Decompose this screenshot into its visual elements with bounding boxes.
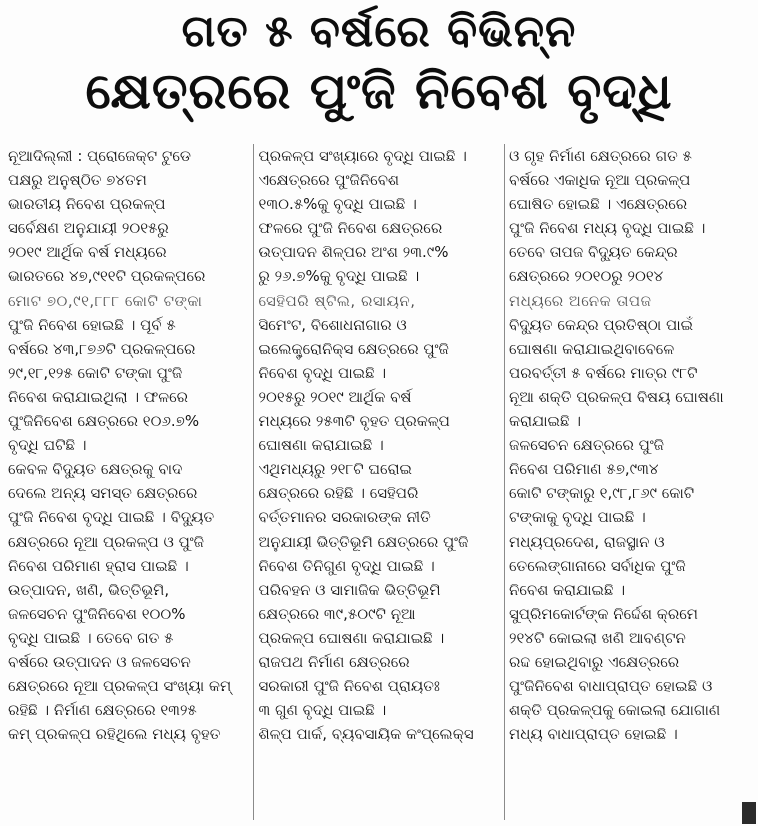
article-text-line: ଶିଳ୍ପ ପାର୍କ, ବ୍ୟବସାୟିକ କଂପ୍ଲେକ୍ସ xyxy=(258,725,474,744)
article-text-line: ୨୯,୧୮,୧୨୫ କୋଟି ଟଙ୍କା ପୁଂଜି xyxy=(8,363,183,382)
article-text-line: ପୁଂଜିନିବେଶ କ୍ଷେତ୍ରରେ ୧୦୬.୭% xyxy=(8,412,200,431)
article-text-line: ପ୍ରକଳ୍ପ ଘୋଷଣା କରାଯାଇଛି । xyxy=(258,628,445,647)
article-text-line: କ୍ଷେତ୍ରରେ ୩୯,୫୦୯ଟି ନୂଆ xyxy=(258,604,416,623)
article-text-line: ରଦ୍ଦ ହୋଇଥିବାରୁ ଏକ୍ଷେତ୍ରରେ xyxy=(509,652,680,671)
headline-line-2: କ୍ଷେତ୍ରରେ ପୁଂଜି ନିବେଶ ବୃଦ୍ଧି xyxy=(85,62,673,120)
article-text-line: ଫଳରେ ପୁଂଜି ନିବେଶ କ୍ଷେତ୍ରରେ xyxy=(258,219,443,238)
article-text-line: ସର୍ବେକ୍ଷଣ ଅନୁଯାୟୀ ୨୦୧୫ରୁ xyxy=(8,219,169,238)
article-text-line: ଉତ୍ପାଦନ ଶିଳ୍ପର ଅଂଶ ୨୩.୯% xyxy=(258,243,449,262)
article-text-line: କ୍ଷେତ୍ରରେ ନୂଆ ପ୍ରକଳ୍ପ ସଂଖ୍ୟା କମ୍ xyxy=(8,677,232,696)
article-text-line: ଘୋଷଣା କରାଯାଇଥିବାବେଳେ xyxy=(509,339,675,358)
article-text-line: ବିଦ୍ୟୁତ କେନ୍ଦ୍ର ପ୍ରତିଷ୍ଠା ପାଇଁ xyxy=(509,315,694,334)
page-edge-mark xyxy=(742,802,756,824)
article-column-1 xyxy=(8,144,249,820)
headline xyxy=(0,4,758,122)
article-text-line: ନୂଆଦିଲ୍ଲୀ : ପ୍ରୋଜେକ୍ଟ ଟୁଡେ xyxy=(8,147,191,165)
article-text-line: କରାଯାଇଛି । xyxy=(509,412,582,431)
article-text-line: ଭାରତରେ ୪୭,୯୧୧ଟି ପ୍ରକଳ୍ପରେ xyxy=(8,267,206,286)
article-text-line: ସିମେଂଟ, ବିଶୋଧନାଗାର ଓ xyxy=(258,315,407,334)
article-text-line: ଭାରତୀୟ ନିବେଶ ପ୍ରକଳ୍ପ xyxy=(8,195,166,214)
article-text-line: କୋଟି ଟଙ୍କାରୁ ୧,୯୮,୮୬୯ କୋଟି xyxy=(509,484,695,503)
article-text-line: ପରବର୍ତ୍ତୀ ୫ ବର୍ଷରେ ମାତ୍ର ୯୮ଟି xyxy=(509,363,698,382)
article-text-line: ମୋଟ ୭୦,୯୧,୮୮୮ କୋଟି ଟଙ୍କା xyxy=(8,291,203,310)
article-text-line: ନିବେଶ ପରିମାଣ ୫୭,୯୩୪ xyxy=(509,460,659,479)
article-text-line: ବର୍ଷରେ ଏକାଧିକ ନୂଆ ପ୍ରକଳ୍ପ xyxy=(509,171,691,190)
article-text-line: ୨୧୪ଟି କୋଇଲା ଖଣି ଆବଣ୍ଟନ xyxy=(509,628,686,647)
article-text-line: ଘୋଷିତ ହୋଇଛି । ଏକ୍ଷେତ୍ରରେ xyxy=(509,195,688,214)
article-text-line: ୩ ଗୁଣ ବୃଦ୍ଧି ପାଇଛି । xyxy=(258,701,387,720)
article-text-line: ବର୍ଷରେ ୪୩,୮୭୬ଟି ପ୍ରକଳ୍ପରେ xyxy=(8,339,196,358)
article-text-line: ନୂଆ ଶକ୍ତି ପ୍ରକଳ୍ପ ବିଷୟ ଘୋଷଣା xyxy=(509,387,724,406)
column-divider xyxy=(253,144,254,820)
article-text-line: ଅନୁଯାୟୀ ଭିତ୍ତିଭୂମି କ୍ଷେତ୍ରରେ ପୁଂଜି xyxy=(258,532,469,551)
headline-line-1: ଗତ ୫ ବର୍ଷରେ ବିଭିନ୍ନ xyxy=(181,6,577,57)
article-text-line: ଟଙ୍କାକୁ ବୃଦ୍ଧି ପାଇଛି । xyxy=(509,508,646,527)
article-text-line: ପୁଂଜିନିବେଶ ବାଧାପ୍ରାପ୍ତ ହୋଇଛି ଓ xyxy=(509,677,713,696)
article-text-line: ନିବେଶ ପରିମାଣ ହ୍ରାସ ପାଇଛି । xyxy=(8,556,189,575)
article-text-line: ପକ୍ଷରୁ ଅନୁଷ୍ଠିତ ୭୪ତମ xyxy=(8,171,147,190)
article-text-line: ତେବେ ତାପଜ ବିଦ୍ୟୁତ କେନ୍ଦ୍ର xyxy=(509,243,678,262)
article-text-line: ନିବେଶ ତିନିଗୁଣ ବୃଦ୍ଧି ପାଇଛି । xyxy=(258,556,435,575)
article-column-3 xyxy=(509,144,750,820)
column-divider xyxy=(504,144,505,820)
article-text-line: ସୁପ୍ରିମକୋର୍ଟଙ୍କ ନିର୍ଦ୍ଦେଶ କ୍ରମେ xyxy=(509,604,698,623)
article-text-line: ଓ ଗୃହ ନିର୍ମାଣ କ୍ଷେତ୍ରରେ ଗତ ୫ xyxy=(509,147,692,165)
article-text-line: ପୁଂଜି ନିବେଶ ମଧ୍ୟ ବୃଦ୍ଧି ପାଇଛି । xyxy=(509,219,706,238)
article-text-line: ବୃଦ୍ଧି ପାଇଛି । ତେବେ ଗତ ୫ xyxy=(8,628,174,647)
article-text-line: କମ୍ ପ୍ରକଳ୍ପ ରହିଥିଲେ ମଧ୍ୟ ବୃହତ xyxy=(8,725,221,744)
article-text-line: ମଧ୍ୟପ୍ରଦେଶ, ରାଜସ୍ଥାନ ଓ xyxy=(509,532,665,551)
article-text-line: ୨୦୧୫ରୁ ୨୦୧୯ ଆର୍ଥିକ ବର୍ଷ xyxy=(258,387,412,406)
article-text-line: ପୁଂଜି ନିବେଶ ହୋଇଛି । ପୂର୍ବ ୫ xyxy=(8,315,176,334)
article-text-line: ଇଲେକ୍ଟ୍ରୋନିକ୍ସ କ୍ଷେତ୍ରରେ ପୁଂଜି xyxy=(258,339,449,358)
article-text-line: ଦେଲେ ଅନ୍ୟ ସମସ୍ତ କ୍ଷେତ୍ରରେ xyxy=(8,484,198,503)
article-text-line: ନିବେଶ କରାଯାଇଥିଲା । ଫଳରେ xyxy=(8,387,188,406)
article-text-line: ବର୍ଷରେ ଉତ୍ପାଦନ ଓ ଜଳସେଚନ xyxy=(8,652,191,671)
article-text-line: ରାଜପଥ ନିର୍ମାଣ କ୍ଷେତ୍ରରେ xyxy=(258,652,410,671)
article-text-line: ନିବେଶ ବୃଦ୍ଧି ପାଇଛି । xyxy=(258,363,387,382)
article-text-line: ଜଳସେଚନ କ୍ଷେତ୍ରରେ ପୁଂଜି xyxy=(509,436,665,455)
article-text-line: ମଧ୍ୟ ବାଧାପ୍ରାପ୍ତ ହୋଇଛି । xyxy=(509,725,678,744)
article-text-line: ଏକ୍ଷେତ୍ରରେ ପୁଂଜିନିବେଶ xyxy=(258,171,400,190)
article-text-line: ୨୦୧୯ ଆର୍ଥିକ ବର୍ଷ ମଧ୍ୟରେ xyxy=(8,243,167,262)
article-text-line: ୧୩୦.୫%କୁ ବୃଦ୍ଧି ପାଇଛି । xyxy=(258,195,417,214)
article-text-line: ସରକାରୀ ପୁଂଜି ନିବେଶ ପ୍ରାୟତଃ xyxy=(258,677,440,696)
article-text-line: ବର୍ତ୍ତମାନର ସରକାରଙ୍କ ନୀତି xyxy=(258,508,431,527)
article-text-line: ଉତ୍ପାଦନ, ଖଣି, ଭିତ୍ତିଭୂମି, xyxy=(8,580,170,599)
article-text-line: କ୍ଷେତ୍ରରେ ୨୦୧୦ରୁ ୨୦୧୪ xyxy=(509,267,664,286)
article-text-line: ପରିବହନ ଓ ସାମାଜିକ ଭିତ୍ତିଭୂମି xyxy=(258,580,441,599)
article-columns xyxy=(8,144,750,820)
article-text-line: ପୁଂଜି ନିବେଶ ବୃଦ୍ଧି ପାଇଛି । ବିଦ୍ୟୁତ xyxy=(8,508,215,527)
article-text-line: ମଧ୍ୟରେ ଅନେକ ତାପଜ xyxy=(509,291,652,310)
article-text-line: ତେଲେଙ୍ଗାନାରେ ସର୍ବାଧିକ ପୁଂଜି xyxy=(509,556,686,575)
article-text-line: ରହିଛି । ନିର୍ମାଣ କ୍ଷେତ୍ରରେ ୧୩୨୫ xyxy=(8,701,197,720)
article-text-line: ସେହିପରି ଷ୍ଟିଲ, ରସାୟନ, xyxy=(258,291,416,310)
article-text-line: ଶକ୍ତି ପ୍ରକଳ୍ପକୁ କୋଇଲା ଯୋଗାଣ xyxy=(509,701,721,720)
article-text-line: କେବଳ ବିଦ୍ୟୁତ କ୍ଷେତ୍ରକୁ ବାଦ xyxy=(8,460,183,479)
article-text-line: ବୃଦ୍ଧି ଘଟିଛି । xyxy=(8,436,87,455)
article-text-line: ଏଥିମଧ୍ୟରୁ ୨୧୮ଟି ଘରୋଇ xyxy=(258,460,412,479)
article-text-line: କ୍ଷେତ୍ରରେ ନୂଆ ପ୍ରକଳ୍ପ ଓ ପୁଂଜି xyxy=(8,532,205,551)
article-column-2 xyxy=(259,144,500,820)
article-text-line: କ୍ଷେତ୍ରରେ ରହିଛି । ସେହିପରି xyxy=(258,484,419,503)
article-text-line: ଘୋଷଣା କରାଯାଇଛି । xyxy=(258,436,384,455)
article-text-line: ରୁ ୨୬.୭%କୁ ବୃଦ୍ଧି ପାଇଛି । xyxy=(258,267,420,286)
article-text-line: ଜଳସେଚନ ପୁଂଜିନିବେଶ ୧୦୦% xyxy=(8,604,186,623)
article-text-line: ମଧ୍ୟରେ ୨୫୩ଟି ବୃହତ ପ୍ରକଳ୍ପ xyxy=(258,412,450,431)
article-text-line: ନିବେଶ କରାଯାଇଛି । xyxy=(509,580,626,599)
article-text-line: ପ୍ରକଳ୍ପ ସଂଖ୍ୟାରେ ବୃଦ୍ଧି ପାଇଛି । xyxy=(258,147,467,165)
